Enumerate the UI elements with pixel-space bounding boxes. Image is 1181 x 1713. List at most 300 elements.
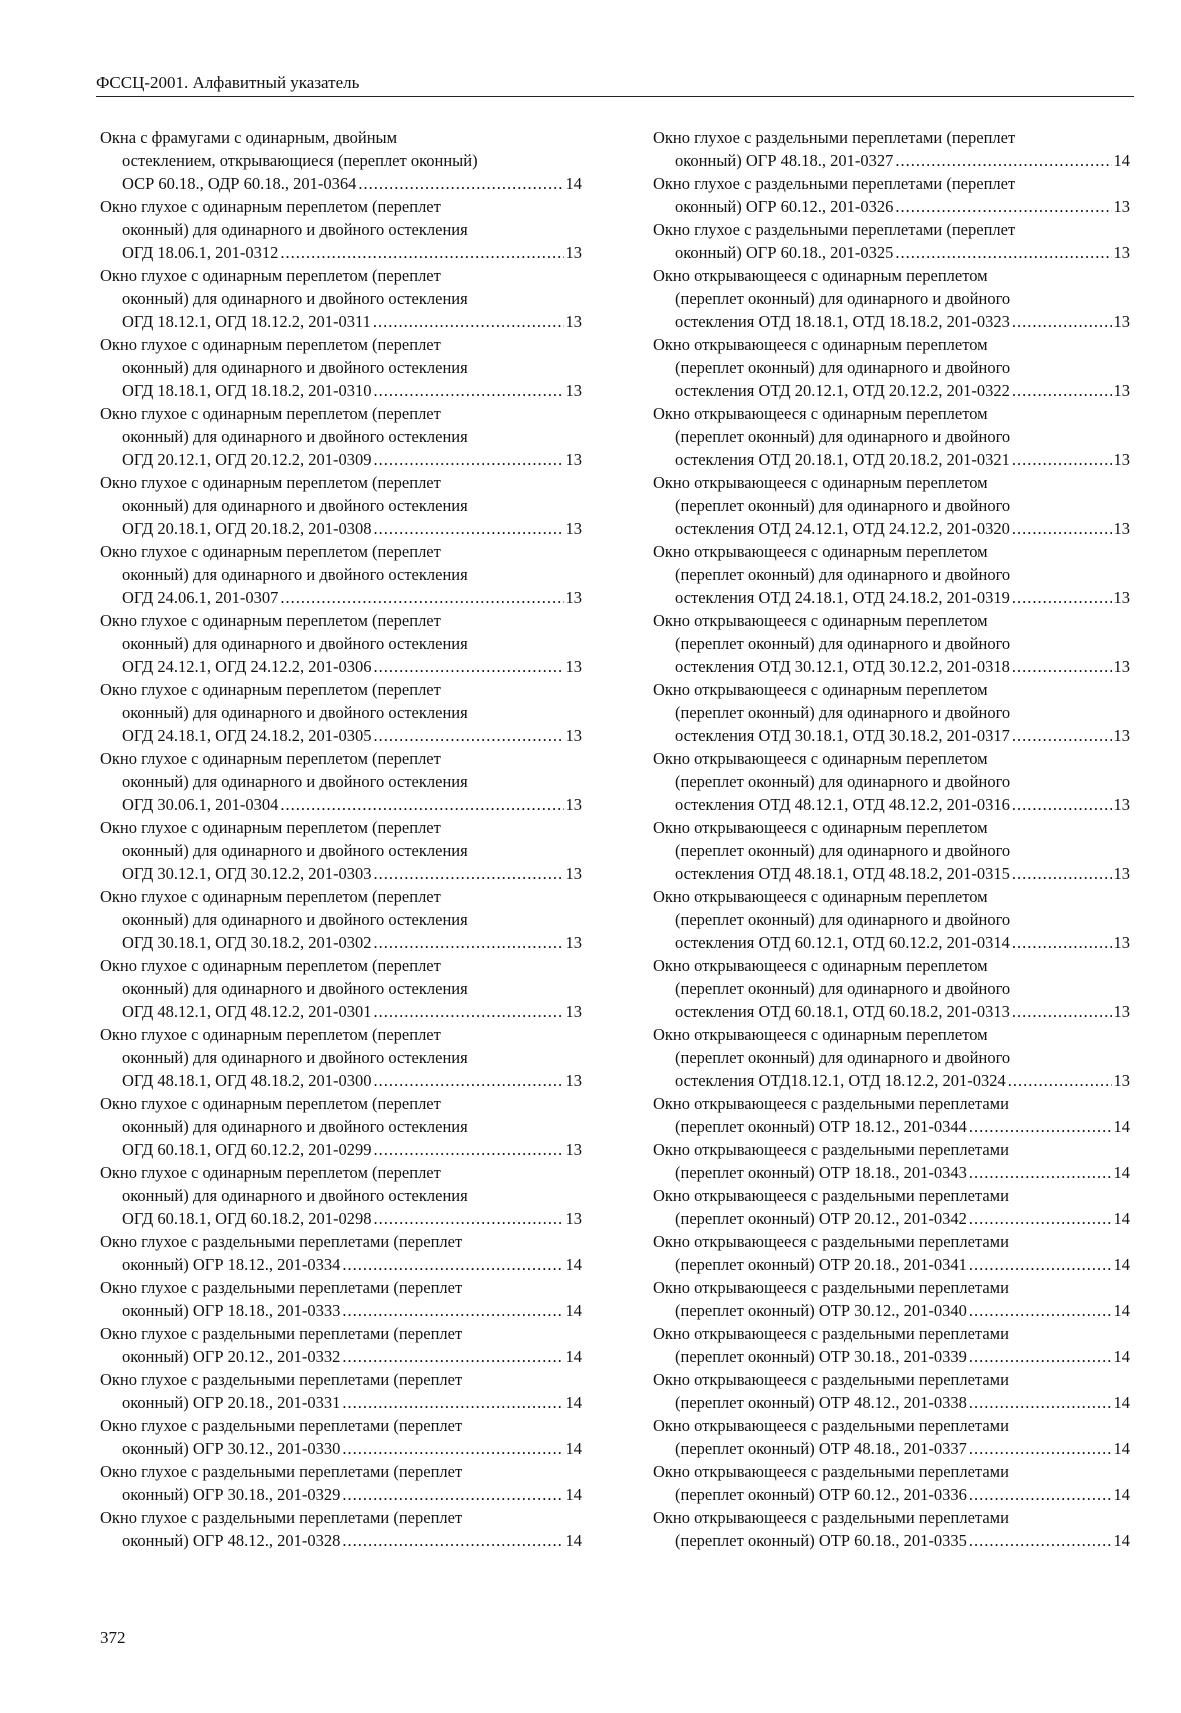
dot-leader	[374, 862, 564, 885]
entry-last-line	[653, 862, 1130, 885]
index-entry	[653, 172, 1130, 218]
index-entry	[100, 747, 582, 816]
entry-page-number: 13	[565, 1140, 582, 1159]
entry-line: Окно открывающееся с одинарным переплетом	[653, 542, 988, 561]
dot-leader	[969, 1115, 1112, 1138]
entry-line: Окна с фрамугами с одинарным, двойным	[100, 128, 398, 147]
entry-line: остекления ОТД 18.18.1, ОТД 18.18.2, 201-0323	[675, 312, 1010, 331]
entry-line: остекления ОТД 20.18.1, ОТД 20.18.2, 201-0321	[675, 450, 1010, 469]
entry-last-line	[653, 724, 1130, 747]
entry-line: Окно глухое с раздельными переплетами (переплет	[100, 1462, 463, 1481]
entry-last-line	[653, 1207, 1130, 1230]
entry-line: (переплет оконный) ОТР 20.12., 201-0342	[675, 1209, 967, 1228]
dot-leader	[969, 1207, 1112, 1230]
entry-line: остеклением, открывающиеся (переплет оконный)	[122, 151, 478, 170]
entry-page-number: 13	[1113, 450, 1130, 469]
dot-leader	[374, 517, 564, 540]
index-entry	[100, 540, 582, 609]
entry-line: Окно глухое с одинарным переплетом (переплет	[100, 887, 441, 906]
entry-last-line	[653, 1437, 1130, 1460]
entry-page-number: 14	[565, 174, 582, 193]
entry-line: Окно глухое с раздельными переплетами (переплет	[100, 1370, 463, 1389]
entry-last-line	[653, 149, 1130, 172]
entry-line: Окно открывающееся с одинарным переплетом	[653, 266, 988, 285]
entry-line: Окно глухое с одинарным переплетом (переплет	[100, 542, 441, 561]
entry-line: оконный) для одинарного и двойного остекления	[122, 772, 468, 791]
index-column-right	[653, 126, 1130, 1552]
index-entry	[653, 1138, 1130, 1184]
entry-last-line	[653, 310, 1130, 333]
entry-line: (переплет оконный) для одинарного и двойного	[675, 703, 1011, 722]
entry-last-line	[653, 586, 1130, 609]
entry-line: Окно глухое с одинарным переплетом (переплет	[100, 1094, 441, 1113]
index-entry	[653, 1184, 1130, 1230]
entry-line: остекления ОТД 48.12.1, ОТД 48.12.2, 201-0316	[675, 795, 1010, 814]
dot-leader	[374, 724, 564, 747]
entry-page-number: 13	[1113, 864, 1130, 883]
entry-last-line	[100, 517, 582, 540]
dot-leader	[280, 586, 563, 609]
entry-page-number: 13	[565, 795, 582, 814]
index-entry	[100, 609, 582, 678]
index-entry	[653, 402, 1130, 471]
index-entry	[653, 609, 1130, 678]
entry-page-number: 13	[1113, 312, 1130, 331]
entry-page-number: 13	[565, 450, 582, 469]
entry-page-number: 13	[1113, 1071, 1130, 1090]
entry-line: оконный) для одинарного и двойного остекления	[122, 910, 468, 929]
entry-last-line	[653, 1069, 1130, 1092]
entry-line: Окно открывающееся с одинарным переплетом	[653, 818, 988, 837]
entry-last-line	[100, 172, 582, 195]
entry-line: Окно открывающееся с раздельными переплетами	[653, 1186, 1009, 1205]
page-number: 372	[100, 1628, 126, 1647]
entry-line: (переплет оконный) ОТР 48.12., 201-0338	[675, 1393, 967, 1412]
index-entry	[100, 333, 582, 402]
entry-line: оконный) для одинарного и двойного остекления	[122, 1117, 468, 1136]
index-entry	[100, 954, 582, 1023]
dot-leader	[1012, 586, 1112, 609]
entry-line: Окно открывающееся с одинарным переплетом	[653, 611, 988, 630]
index-entry	[653, 1460, 1130, 1506]
dot-leader	[373, 310, 564, 333]
dot-leader	[895, 241, 1111, 264]
entry-last-line	[653, 1253, 1130, 1276]
entry-page-number: 14	[1113, 1347, 1130, 1366]
entry-last-line	[100, 1207, 582, 1230]
entry-line: Окно открывающееся с одинарным переплетом	[653, 956, 988, 975]
entry-page-number: 13	[1113, 933, 1130, 952]
entry-last-line	[100, 1299, 582, 1322]
entry-page-number: 13	[565, 588, 582, 607]
entry-last-line	[100, 1391, 582, 1414]
entry-page-number: 13	[565, 726, 582, 745]
entry-line: Окно открывающееся с раздельными переплетами	[653, 1140, 1009, 1159]
dot-leader	[342, 1437, 563, 1460]
dot-leader	[280, 241, 563, 264]
entry-page-number: 13	[1113, 657, 1130, 676]
entry-line: Окно открывающееся с раздельными переплетами	[653, 1508, 1009, 1527]
page-header	[96, 72, 1134, 97]
entry-line: (переплет оконный) для одинарного и двойного	[675, 979, 1011, 998]
entry-page-number: 13	[565, 864, 582, 883]
entry-line: Окно открывающееся с одинарным переплетом	[653, 335, 988, 354]
entry-last-line	[100, 931, 582, 954]
dot-leader	[374, 931, 564, 954]
entry-last-line	[100, 724, 582, 747]
entry-line: оконный) ОГР 18.18., 201-0333	[122, 1301, 341, 1320]
entry-line: оконный) ОГР 20.12., 201-0332	[122, 1347, 341, 1366]
index-entry	[653, 1506, 1130, 1552]
entry-line: (переплет оконный) для одинарного и двойного	[675, 634, 1011, 653]
dot-leader	[895, 195, 1111, 218]
entry-line: ОГД 18.18.1, ОГД 18.18.2, 201-0310	[122, 381, 372, 400]
entry-last-line	[653, 655, 1130, 678]
index-entry	[100, 402, 582, 471]
index-entry	[100, 1506, 582, 1552]
dot-leader	[342, 1529, 563, 1552]
dot-leader	[1012, 655, 1112, 678]
entry-line: оконный) для одинарного и двойного остекления	[122, 220, 468, 239]
entry-page-number: 14	[565, 1255, 582, 1274]
entry-line: ОСР 60.18., ОДР 60.18., 201-0364	[122, 174, 357, 193]
entry-line: оконный) для одинарного и двойного остекления	[122, 358, 468, 377]
entry-line: Окно глухое с одинарным переплетом (переплет	[100, 335, 441, 354]
entry-line: Окно открывающееся с одинарным переплетом	[653, 404, 988, 423]
index-entry	[100, 1023, 582, 1092]
index-column-left	[100, 126, 582, 1552]
entry-last-line	[100, 793, 582, 816]
index-entry	[653, 264, 1130, 333]
entry-line: Окно глухое с одинарным переплетом (переплет	[100, 197, 441, 216]
entry-line: Окно открывающееся с раздельными переплетами	[653, 1094, 1009, 1113]
index-entry	[100, 1230, 582, 1276]
entry-line: Окно открывающееся с одинарным переплетом	[653, 749, 988, 768]
entry-line: остекления ОТД 60.18.1, ОТД 60.18.2, 201-0313	[675, 1002, 1010, 1021]
index-entry	[100, 1161, 582, 1230]
entry-line: Окно глухое с одинарным переплетом (переплет	[100, 1025, 441, 1044]
entry-last-line	[100, 586, 582, 609]
entry-line: Окно глухое с раздельными переплетами (переплет	[100, 1278, 463, 1297]
entry-last-line	[653, 1529, 1130, 1552]
entry-last-line	[100, 379, 582, 402]
entry-last-line	[100, 1483, 582, 1506]
index-entry	[100, 1322, 582, 1368]
entry-last-line	[653, 1391, 1130, 1414]
entry-line: ОГД 24.06.1, 201-0307	[122, 588, 279, 607]
entry-last-line	[653, 241, 1130, 264]
entry-line: оконный) для одинарного и двойного остекления	[122, 703, 468, 722]
entry-page-number: 14	[1113, 1301, 1130, 1320]
entry-line: ОГД 30.06.1, 201-0304	[122, 795, 279, 814]
entry-last-line	[653, 793, 1130, 816]
entry-line: Окно глухое с раздельными переплетами (переплет	[100, 1232, 463, 1251]
index-entry	[100, 195, 582, 264]
entry-line: оконный) ОГР 48.18., 201-0327	[675, 151, 894, 170]
entry-line: ОГД 18.12.1, ОГД 18.12.2, 201-0311	[122, 312, 371, 331]
entry-page-number: 14	[565, 1531, 582, 1550]
entry-page-number: 13	[565, 657, 582, 676]
entry-line: ОГД 30.12.1, ОГД 30.12.2, 201-0303	[122, 864, 372, 883]
entry-page-number: 13	[1113, 726, 1130, 745]
dot-leader	[969, 1529, 1112, 1552]
index-entry	[653, 1414, 1130, 1460]
entry-last-line	[100, 1000, 582, 1023]
index-entry	[100, 1092, 582, 1161]
entry-line: (переплет оконный) ОТР 60.18., 201-0335	[675, 1531, 967, 1550]
entry-last-line	[100, 1138, 582, 1161]
entry-line: ОГД 18.06.1, 201-0312	[122, 243, 279, 262]
index-entry	[653, 540, 1130, 609]
entry-page-number: 14	[565, 1347, 582, 1366]
entry-line: (переплет оконный) для одинарного и двойного	[675, 358, 1011, 377]
entry-line: ОГД 24.12.1, ОГД 24.12.2, 201-0306	[122, 657, 372, 676]
entry-page-number: 13	[1113, 588, 1130, 607]
dot-leader	[969, 1483, 1112, 1506]
entry-line: Окно глухое с одинарным переплетом (переплет	[100, 1163, 441, 1182]
entry-page-number: 13	[565, 933, 582, 952]
entry-page-number: 13	[565, 243, 582, 262]
entry-last-line	[653, 1345, 1130, 1368]
entry-page-number: 13	[1113, 519, 1130, 538]
entry-page-number: 14	[1113, 1255, 1130, 1274]
dot-leader	[1012, 310, 1112, 333]
dot-leader	[1012, 448, 1112, 471]
entry-last-line	[100, 1437, 582, 1460]
dot-leader	[1012, 793, 1112, 816]
entry-line: Окно глухое с одинарным переплетом (переплет	[100, 266, 441, 285]
entry-last-line	[653, 1483, 1130, 1506]
entry-line: (переплет оконный) ОТР 48.18., 201-0337	[675, 1439, 967, 1458]
entry-last-line	[653, 1299, 1130, 1322]
entry-line: Окно открывающееся с одинарным переплетом	[653, 680, 988, 699]
entry-line: Окно открывающееся с одинарным переплетом	[653, 887, 988, 906]
dot-leader	[895, 149, 1111, 172]
index-entry	[653, 333, 1130, 402]
entry-line: Окно открывающееся с раздельными переплетами	[653, 1370, 1009, 1389]
dot-leader	[969, 1391, 1112, 1414]
entry-line: оконный) для одинарного и двойного остекления	[122, 1186, 468, 1205]
entry-page-number: 13	[565, 1002, 582, 1021]
index-entry	[653, 471, 1130, 540]
entry-page-number: 13	[1113, 197, 1130, 216]
entry-line: оконный) ОГР 48.12., 201-0328	[122, 1531, 341, 1550]
entry-line: (переплет оконный) для одинарного и двойного	[675, 289, 1011, 308]
dot-leader	[374, 1207, 564, 1230]
dot-leader	[374, 448, 564, 471]
entry-line: Окно глухое с раздельными переплетами (переплет	[100, 1416, 463, 1435]
entry-line: ОГД 20.12.1, ОГД 20.12.2, 201-0309	[122, 450, 372, 469]
entry-line: ОГД 48.12.1, ОГД 48.12.2, 201-0301	[122, 1002, 372, 1021]
entry-line: Окно глухое с раздельными переплетами (переплет	[100, 1324, 463, 1343]
entry-line: (переплет оконный) для одинарного и двойного	[675, 1048, 1011, 1067]
entry-last-line	[100, 1253, 582, 1276]
entry-last-line	[100, 1069, 582, 1092]
entry-last-line	[100, 655, 582, 678]
entry-line: остекления ОТД 30.12.1, ОТД 30.12.2, 201-0318	[675, 657, 1010, 676]
entry-line: Окно глухое с одинарным переплетом (переплет	[100, 611, 441, 630]
entry-line: (переплет оконный) ОТР 20.18., 201-0341	[675, 1255, 967, 1274]
index-entry	[653, 816, 1130, 885]
entry-line: остекления ОТД 20.12.1, ОТД 20.12.2, 201-0322	[675, 381, 1010, 400]
entry-page-number: 14	[1113, 1531, 1130, 1550]
entry-line: оконный) ОГР 30.12., 201-0330	[122, 1439, 341, 1458]
dot-leader	[342, 1299, 563, 1322]
dot-leader	[342, 1483, 563, 1506]
index-entry	[100, 1414, 582, 1460]
entry-line: оконный) для одинарного и двойного остекления	[122, 841, 468, 860]
entry-line: Окно открывающееся с одинарным переплетом	[653, 473, 988, 492]
entry-line: Окно глухое с одинарным переплетом (переплет	[100, 404, 441, 423]
index-entry	[653, 1092, 1130, 1138]
entry-line: оконный) для одинарного и двойного остекления	[122, 565, 468, 584]
entry-line: ОГД 48.18.1, ОГД 48.18.2, 201-0300	[122, 1071, 372, 1090]
index-entry	[653, 218, 1130, 264]
dot-leader	[1012, 517, 1112, 540]
entry-line: (переплет оконный) ОТР 60.12., 201-0336	[675, 1485, 967, 1504]
entry-line: Окно глухое с одинарным переплетом (переплет	[100, 956, 441, 975]
index-entry	[653, 1276, 1130, 1322]
entry-line: (переплет оконный) ОТР 18.12., 201-0344	[675, 1117, 967, 1136]
dot-leader	[1012, 931, 1112, 954]
index-entry	[100, 264, 582, 333]
entry-line: оконный) для одинарного и двойного остекления	[122, 427, 468, 446]
entry-line: Окно глухое с раздельными переплетами (переплет	[653, 220, 1016, 239]
entry-line: Окно открывающееся с раздельными переплетами	[653, 1232, 1009, 1251]
index-entry	[653, 1322, 1130, 1368]
dot-leader	[1008, 1069, 1112, 1092]
entry-line: Окно глухое с раздельными переплетами (переплет	[653, 128, 1016, 147]
entry-line: оконный) ОГР 20.18., 201-0331	[122, 1393, 341, 1412]
entry-line: (переплет оконный) для одинарного и двойного	[675, 565, 1011, 584]
index-entry	[653, 678, 1130, 747]
entry-page-number: 14	[565, 1301, 582, 1320]
entry-line: оконный) ОГР 30.18., 201-0329	[122, 1485, 341, 1504]
entry-last-line	[653, 931, 1130, 954]
dot-leader	[969, 1299, 1112, 1322]
entry-line: оконный) ОГР 60.12., 201-0326	[675, 197, 894, 216]
entry-line: оконный) ОГР 18.12., 201-0334	[122, 1255, 341, 1274]
entry-last-line	[653, 1161, 1130, 1184]
index-entry	[100, 126, 582, 195]
entry-line: ОГД 30.18.1, ОГД 30.18.2, 201-0302	[122, 933, 372, 952]
dot-leader	[969, 1437, 1112, 1460]
entry-line: Окно глухое с раздельными переплетами (переплет	[653, 174, 1016, 193]
entry-last-line	[653, 1115, 1130, 1138]
entry-line: Окно глухое с одинарным переплетом (переплет	[100, 473, 441, 492]
entry-line: ОГД 60.18.1, ОГД 60.12.2, 201-0299	[122, 1140, 372, 1159]
index-entry	[653, 1230, 1130, 1276]
dot-leader	[374, 1000, 564, 1023]
entry-line: оконный) для одинарного и двойного остекления	[122, 496, 468, 515]
entry-line: оконный) для одинарного и двойного остекления	[122, 634, 468, 653]
dot-leader	[969, 1253, 1112, 1276]
entry-last-line	[653, 448, 1130, 471]
entry-line: оконный) для одинарного и двойного остекления	[122, 1048, 468, 1067]
entry-line: Окно открывающееся с раздельными переплетами	[653, 1462, 1009, 1481]
entry-page-number: 13	[565, 381, 582, 400]
dot-leader	[342, 1345, 563, 1368]
entry-line: Окно открывающееся с раздельными переплетами	[653, 1416, 1009, 1435]
dot-leader	[374, 655, 564, 678]
dot-leader	[374, 1069, 564, 1092]
entry-last-line	[100, 1345, 582, 1368]
entry-last-line	[100, 448, 582, 471]
dot-leader	[374, 1138, 564, 1161]
entry-line: остекления ОТД 30.18.1, ОТД 30.18.2, 201-0317	[675, 726, 1010, 745]
entry-last-line	[100, 862, 582, 885]
dot-leader	[1012, 379, 1112, 402]
entry-page-number: 14	[565, 1485, 582, 1504]
entry-line: остекления ОТД 24.18.1, ОТД 24.18.2, 201-0319	[675, 588, 1010, 607]
index-entry	[100, 816, 582, 885]
entry-line: (переплет оконный) для одинарного и двойного	[675, 772, 1011, 791]
entry-page-number: 14	[1113, 151, 1130, 170]
index-entry	[653, 885, 1130, 954]
entry-line: Окно глухое с одинарным переплетом (переплет	[100, 818, 441, 837]
entry-line: остекления ОТД 60.12.1, ОТД 60.12.2, 201-0314	[675, 933, 1010, 952]
entry-line: остекления ОТД 24.12.1, ОТД 24.12.2, 201-0320	[675, 519, 1010, 538]
dot-leader	[1012, 1000, 1112, 1023]
index-entry	[100, 678, 582, 747]
entry-line: ОГД 20.18.1, ОГД 20.18.2, 201-0308	[122, 519, 372, 538]
entry-line: оконный) ОГР 60.18., 201-0325	[675, 243, 894, 262]
entry-page-number: 13	[565, 1209, 582, 1228]
entry-page-number: 14	[1113, 1163, 1130, 1182]
entry-line: ОГД 24.18.1, ОГД 24.18.2, 201-0305	[122, 726, 372, 745]
entry-last-line	[100, 310, 582, 333]
entry-page-number: 13	[1113, 1002, 1130, 1021]
entry-line: Окно открывающееся с раздельными переплетами	[653, 1324, 1009, 1343]
entry-line: оконный) для одинарного и двойного остекления	[122, 979, 468, 998]
index-entry	[100, 885, 582, 954]
entry-line: Окно глухое с раздельными переплетами (переплет	[100, 1508, 463, 1527]
index-entry	[100, 1368, 582, 1414]
entry-line: Окно открывающееся с раздельными переплетами	[653, 1278, 1009, 1297]
index-entry	[100, 1460, 582, 1506]
entry-last-line	[100, 1529, 582, 1552]
index-entry	[100, 471, 582, 540]
entry-line: Окно глухое с одинарным переплетом (переплет	[100, 749, 441, 768]
entry-line: (переплет оконный) для одинарного и двойного	[675, 841, 1011, 860]
entry-page-number: 14	[1113, 1485, 1130, 1504]
entry-last-line	[653, 379, 1130, 402]
entry-last-line	[653, 517, 1130, 540]
dot-leader	[280, 793, 563, 816]
entry-line: Окно глухое с одинарным переплетом (переплет	[100, 680, 441, 699]
entry-page-number: 14	[565, 1439, 582, 1458]
entry-page-number: 13	[565, 312, 582, 331]
entry-line: (переплет оконный) ОТР 30.18., 201-0339	[675, 1347, 967, 1366]
index-entry	[653, 1368, 1130, 1414]
entry-page-number: 14	[565, 1393, 582, 1412]
page-title: ФССЦ-2001. Алфавитный указатель	[96, 73, 360, 92]
entry-line: (переплет оконный) для одинарного и двойного	[675, 910, 1011, 929]
entry-line: (переплет оконный) для одинарного и двойного	[675, 496, 1011, 515]
index-entry	[100, 1276, 582, 1322]
entry-line: (переплет оконный) для одинарного и двойного	[675, 427, 1011, 446]
entry-page-number: 13	[565, 1071, 582, 1090]
index-entry	[653, 1023, 1130, 1092]
entry-line: оконный) для одинарного и двойного остекления	[122, 289, 468, 308]
index-entry	[653, 954, 1130, 1023]
entry-last-line	[100, 241, 582, 264]
index-entry	[653, 126, 1130, 172]
dot-leader	[342, 1391, 563, 1414]
entry-page-number: 14	[1113, 1209, 1130, 1228]
dot-leader	[358, 172, 563, 195]
entry-page-number: 13	[1113, 243, 1130, 262]
